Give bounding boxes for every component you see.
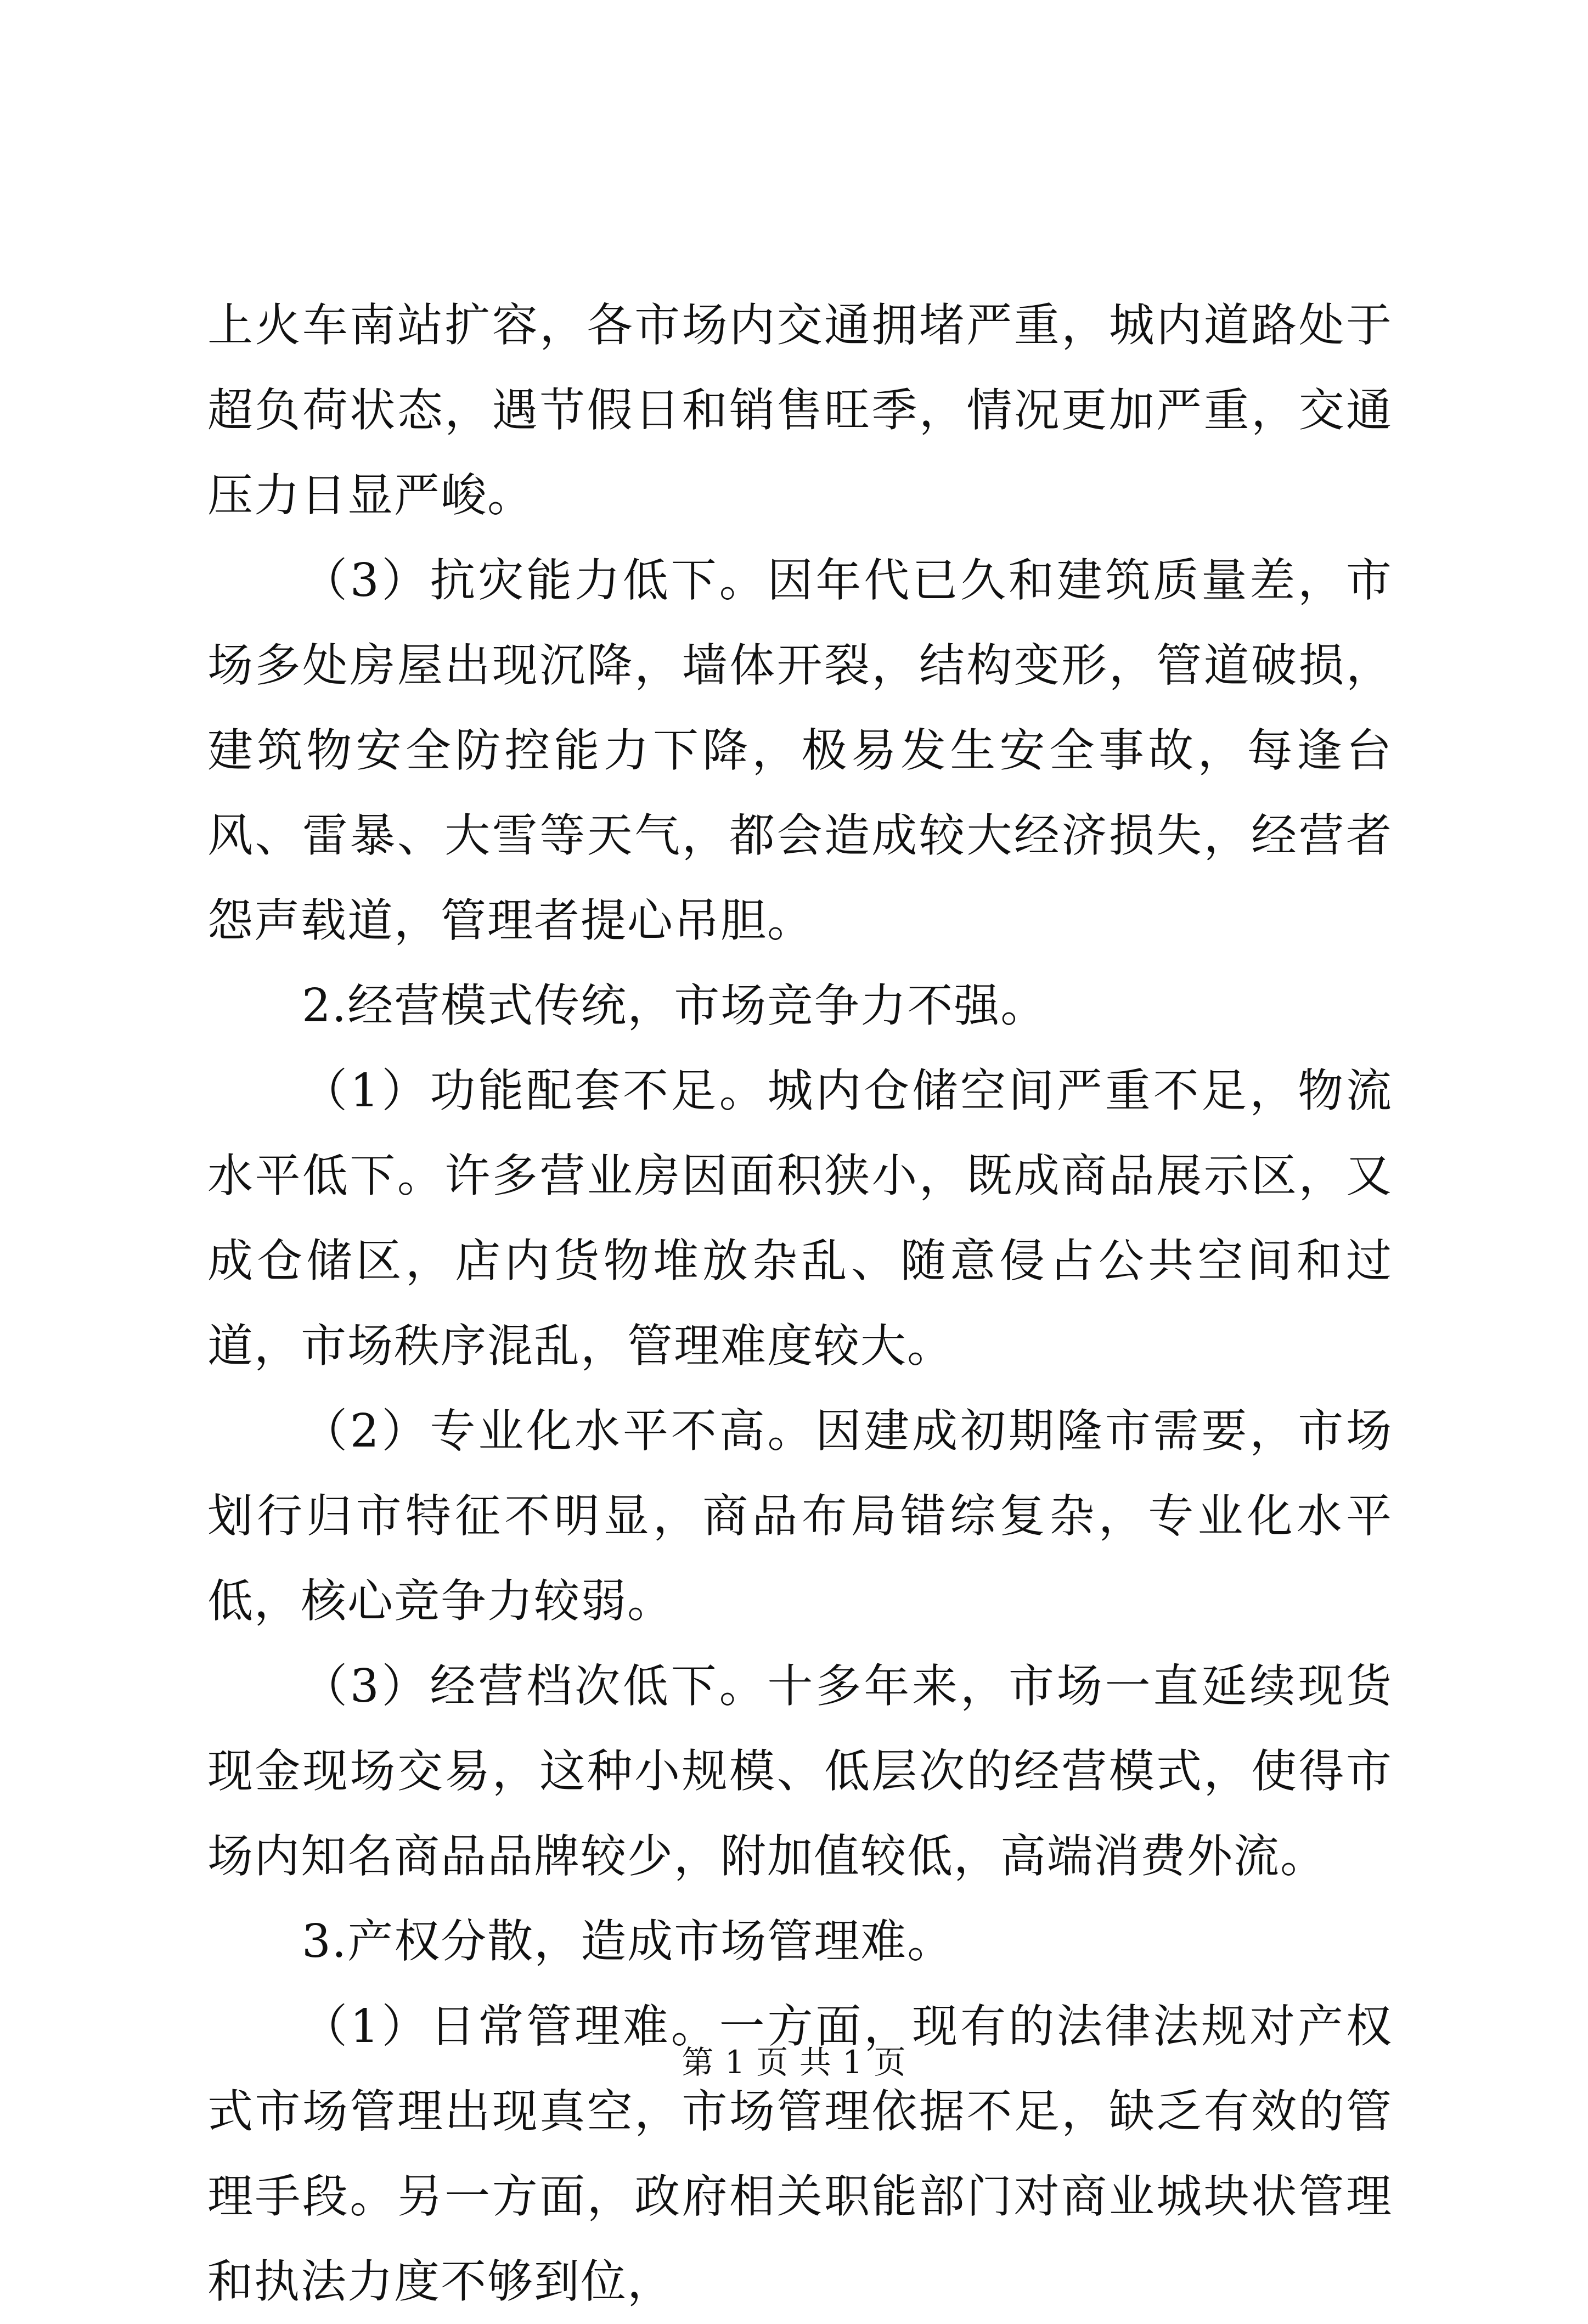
paragraph-4: （2）专业化水平不高。因建成初期隆市需要，市场划行归市特征不明显，商品布局错综复杂，专业化水平低，核心竞争力较弱。 (207, 1404, 1393, 1628)
section-heading-3: 3.产权分散，造成市场管理难。 (302, 1915, 954, 1968)
section-heading-2: 2.经营模式传统，市场竞争力不强。 (302, 979, 1048, 1032)
paragraph-3: （1）功能配套不足。城内仓储空间严重不足，物流水平低下。许多营业房因面积狭小，既成商品展示区，又成仓储区，店内货物堆放杂乱、随意侵占公共空间和过道，市场秩序混乱，管理难度较大。 (207, 1064, 1393, 1372)
paragraph-1: 上火车南站扩容，各市场内交通拥堵严重，城内道路处于超负荷状态，遇节假日和销售旺季，情况更加严重，交通压力日显严峻。 (207, 299, 1393, 522)
paragraph-6: （1）日常管理难。一方面，现有的法律法规对产权式市场管理出现真空，市场管理依据不足，缺乏有效的管理手段。另一方面，政府相关职能部门对商业城块状管理和执法力度不够到位， (207, 2000, 1393, 2308)
paragraph-2: （3）抗灾能力低下。因年代已久和建筑质量差，市场多处房屋出现沉降，墙体开裂，结构变形，管道破损，建筑物安全防控能力下降，极易发生安全事故，每逢台风、雷暴、大雪等天气，都会造成较大经济损失，经营者怨声载道，管理者提心吊胆。 (207, 554, 1393, 947)
paragraph-5: （3）经营档次低下。十多年来，市场一直延续现货现金现场交易，这种小规模、低层次的经营模式，使得市场内知名商品品牌较少，附加值较低，高端消费外流。 (207, 1659, 1393, 1883)
document-body (207, 283, 1393, 2324)
page-footer: 第 1 页 共 1 页 (682, 2044, 906, 2081)
